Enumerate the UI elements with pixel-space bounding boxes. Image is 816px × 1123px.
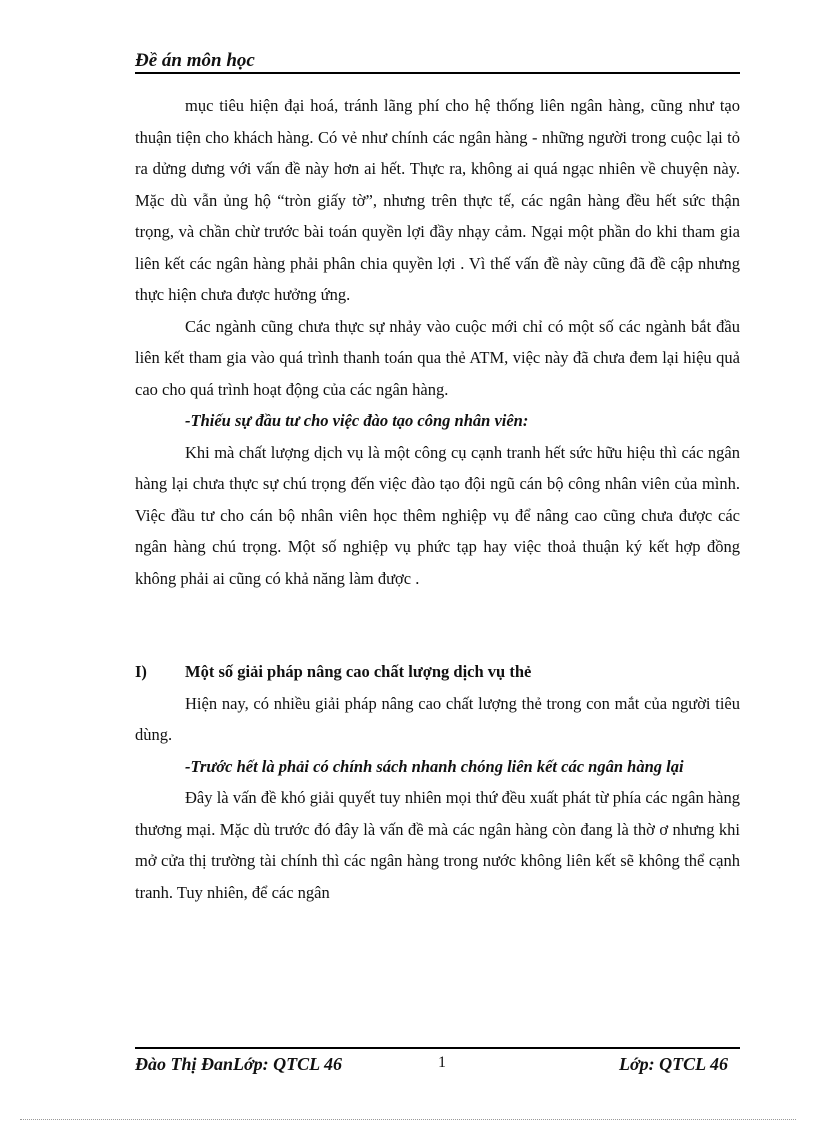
paragraph-3: Khi mà chất lượng dịch vụ là một công cụ cạnh tranh hết sức hữu hiệu thì các ngân hàng lại chưa thực sự chú trọng đến việc đào tạo đội ngũ cán bộ công nhân viên của mình. Việc đầu tư cho cán bộ nhân viên học thêm nghiệp vụ để nâng cao cũng chưa được các ngân hàng chú trọng. Một số nghiệp vụ phức tạp hay việc thoả thuận ký kết hợp đồng không phải ai cũng có khả năng làm được .	[135, 442, 740, 588]
paragraph-4: Hiện nay, có nhiều giải pháp nâng cao chất lượng thẻ trong con mắt của người tiêu dùng.	[135, 693, 740, 744]
header-title: Đề án môn học	[135, 50, 255, 71]
footer-class: Lớp: QTCL 46	[619, 1054, 728, 1074]
section-title: Một số giải pháp nâng cao chất lượng dịch vụ thẻ	[185, 662, 532, 681]
page-number: 1	[438, 1054, 446, 1071]
section-heading	[135, 656, 740, 688]
subheading-training: -Thiếu sự đầu tư cho việc đào tạo công nhân viên:	[185, 411, 529, 430]
document-body	[135, 90, 740, 908]
footer-author: Đào Thị ĐanLớp: QTCL 46	[135, 1054, 342, 1074]
footer	[135, 1054, 740, 1078]
page-boundary-dots	[20, 1119, 796, 1120]
section-number: I)	[135, 662, 147, 681]
paragraph-5: Đây là vấn đề khó giải quyết tuy nhiên mọi thứ đều xuất phát từ phía các ngân hàng thương mại. Mặc dù trước đó đây là vấn đề mà các ngân hàng còn đang là thờ ơ nhưng khi mở cửa thị trường tài chính thì các ngân hàng trong nước không liên kết sẽ không thể cạnh tranh. Tuy nhiên, để các ngân	[135, 788, 740, 902]
header-rule	[135, 72, 740, 74]
paragraph-2: Các ngành cũng chưa thực sự nhảy vào cuộc mới chỉ có một số các ngành bắt đầu liên kết tham gia vào quá trình thanh toán qua thẻ ATM, việc này đã chưa đem lại hiệu quả cao cho quá trình hoạt động của các ngân hàng.	[135, 316, 740, 399]
spacer	[135, 594, 740, 656]
footer-rule	[135, 1047, 740, 1049]
paragraph-1: mục tiêu hiện đại hoá, tránh lãng phí cho hệ thống liên ngân hàng, cũng như tạo thuận tiện cho khách hàng. Có vẻ như chính các ngân hàng - những người trong cuộc lại tỏ ra dửng dưng với vấn đề này hơn ai hết. Thực ra, không ai quá ngạc nhiên về chuyện này. Mặc dù vẫn ủng hộ “tròn giấy tờ”, nhưng trên thực tế, các ngân hàng đều hết sức thận trọng, và chần chừ trước bài toán quyền lợi đầy nhạy cảm. Ngại một phần do khi tham gia liên kết các ngân hàng phải phân chia quyền lợi . Vì thế vấn đề này cũng đã đề cập nhưng thực hiện chưa được hưởng ứng.	[135, 96, 740, 304]
subheading-policy: -Trước hết là phải có chính sách nhanh chóng liên kết các ngân hàng lại	[185, 756, 684, 776]
